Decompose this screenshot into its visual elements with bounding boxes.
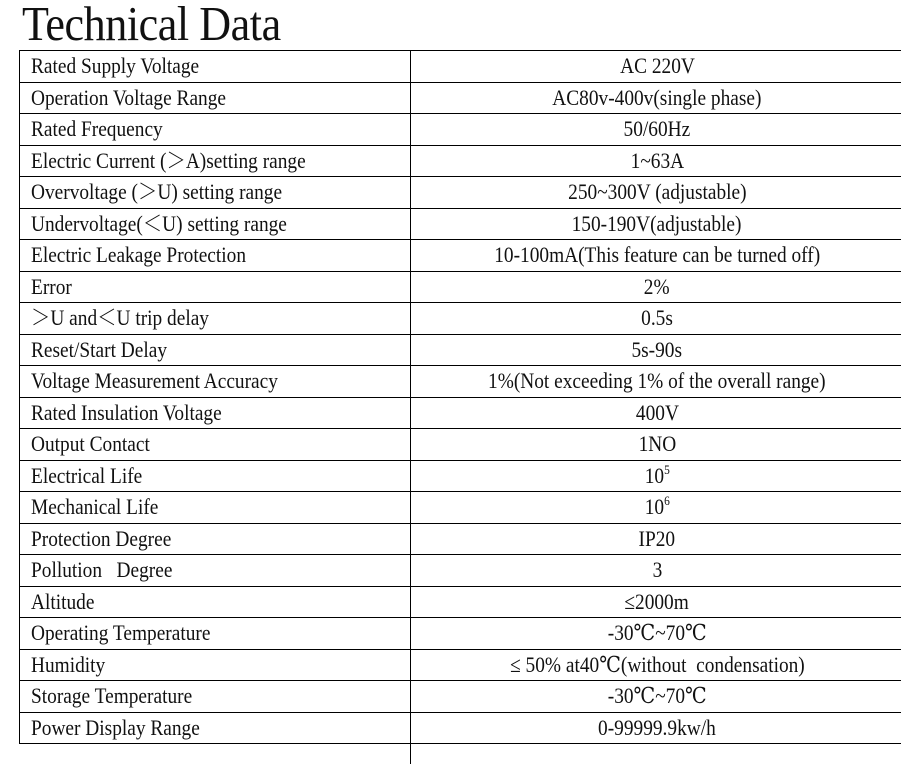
- value-cell: [411, 460, 901, 492]
- empty-cell: [20, 744, 411, 765]
- value-cell: AC80v-400v(single phase): [411, 82, 901, 114]
- value-cell: 0-99999.9kw/h: [411, 712, 901, 744]
- value-cell: 250~300V (adjustable): [411, 177, 901, 209]
- table-row: [20, 397, 901, 429]
- page-title: Technical Data: [22, 0, 281, 51]
- table-row: [20, 586, 901, 618]
- parameter-cell: Rated Insulation Voltage: [20, 397, 411, 429]
- parameter-cell: Overvoltage (＞U) setting range: [20, 177, 411, 209]
- value-cell: 3: [411, 555, 901, 587]
- parameter-cell: Electric Leakage Protection: [20, 240, 411, 272]
- table-row: [20, 618, 901, 650]
- value-cell: 5s-90s: [411, 334, 901, 366]
- parameter-cell: Mechanical Life: [20, 492, 411, 524]
- parameter-cell: Voltage Measurement Accuracy: [20, 366, 411, 398]
- table-row: [20, 208, 901, 240]
- parameter-cell: Electrical Life: [20, 460, 411, 492]
- table-row-empty: [20, 744, 901, 765]
- value-cell: 1NO: [411, 429, 901, 461]
- parameter-cell: Output Contact: [20, 429, 411, 461]
- table-row: [20, 334, 901, 366]
- parameter-cell: Altitude: [20, 586, 411, 618]
- table-row: [20, 145, 901, 177]
- value-cell: 10-100mA(This feature can be turned off): [411, 240, 901, 272]
- value-cell: 1~63A: [411, 145, 901, 177]
- technical-data-table: [19, 50, 901, 764]
- value-cell: 150-190V(adjustable): [411, 208, 901, 240]
- table-row: [20, 114, 901, 146]
- parameter-cell: Electric Current (＞A)setting range: [20, 145, 411, 177]
- value-cell: 1%(Not exceeding 1% of the overall range): [411, 366, 901, 398]
- table-row: [20, 460, 901, 492]
- value-cell: IP20: [411, 523, 901, 555]
- table-row: [20, 492, 901, 524]
- table-row: [20, 681, 901, 713]
- value-base: 10: [644, 462, 664, 488]
- table-row: [20, 51, 901, 83]
- table-row: [20, 429, 901, 461]
- table-row: [20, 523, 901, 555]
- table-row: [20, 649, 901, 681]
- value-cell: 400V: [411, 397, 901, 429]
- value-cell: AC 220V: [411, 51, 901, 83]
- parameter-cell: Power Display Range: [20, 712, 411, 744]
- table-row: [20, 555, 901, 587]
- table-row: [20, 712, 901, 744]
- value-cell: ≤2000m: [411, 586, 901, 618]
- parameter-cell: Humidity: [20, 649, 411, 681]
- table-row: [20, 271, 901, 303]
- table-row: [20, 366, 901, 398]
- parameter-cell: Rated Frequency: [20, 114, 411, 146]
- value-cell: ≤ 50% at40℃(without condensation): [411, 649, 901, 681]
- value-base: 10: [644, 494, 664, 520]
- value-cell: 0.5s: [411, 303, 901, 335]
- parameter-cell: Pollution Degree: [20, 555, 411, 587]
- parameter-cell: Protection Degree: [20, 523, 411, 555]
- value-cell: 50/60Hz: [411, 114, 901, 146]
- value-cell: [411, 492, 901, 524]
- parameter-cell: Error: [20, 271, 411, 303]
- parameter-cell: Storage Temperature: [20, 681, 411, 713]
- parameter-cell: ＞U and＜U trip delay: [20, 303, 411, 335]
- value-exponent: 5: [663, 461, 670, 477]
- parameter-cell: Undervoltage(＜U) setting range: [20, 208, 411, 240]
- value-exponent: 6: [663, 493, 670, 509]
- table-row: [20, 303, 901, 335]
- empty-cell: [411, 744, 901, 765]
- parameter-cell: Operating Temperature: [20, 618, 411, 650]
- value-cell: 2%: [411, 271, 901, 303]
- table-row: [20, 240, 901, 272]
- parameter-cell: Operation Voltage Range: [20, 82, 411, 114]
- value-cell: -30℃~70℃: [411, 681, 901, 713]
- table-row: [20, 177, 901, 209]
- table-row: [20, 82, 901, 114]
- parameter-cell: Reset/Start Delay: [20, 334, 411, 366]
- value-cell: -30℃~70℃: [411, 618, 901, 650]
- parameter-cell: Rated Supply Voltage: [20, 51, 411, 83]
